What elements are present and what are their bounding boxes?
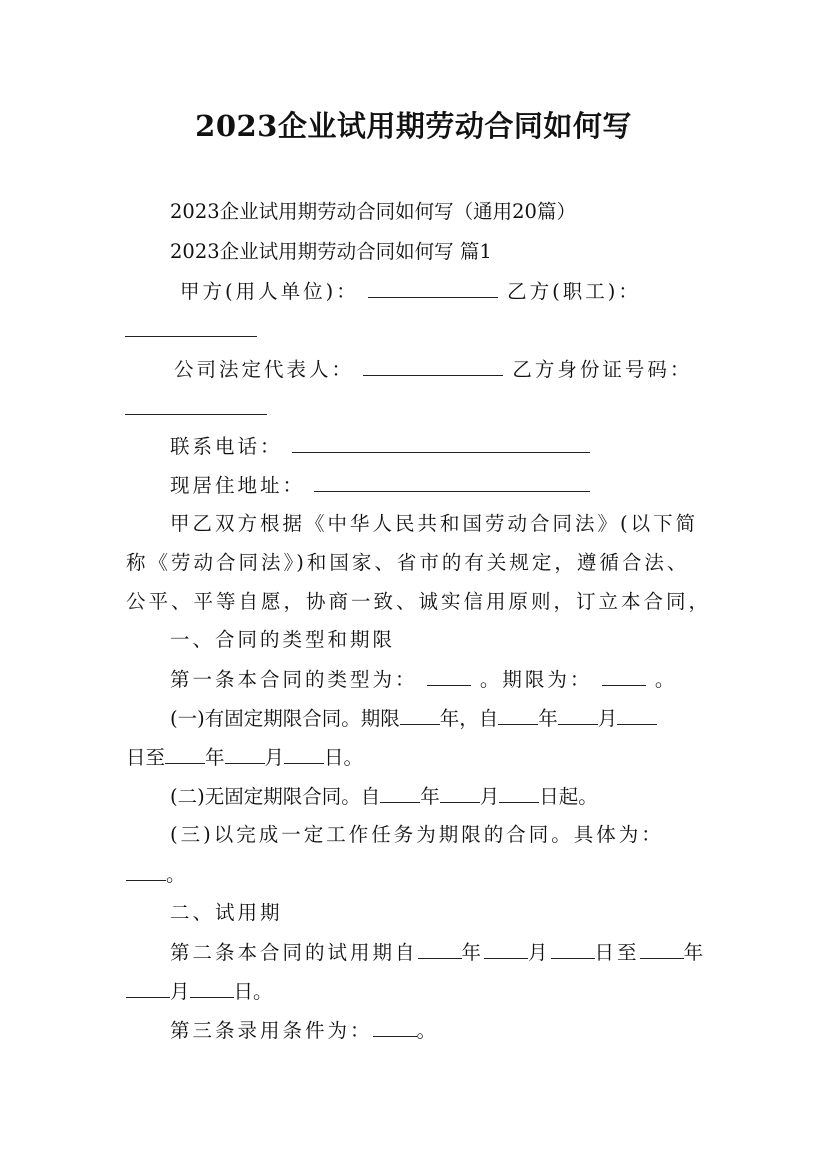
task-term-line: [170, 823, 664, 847]
contract-type-blank: [427, 667, 471, 686]
legal-rep-label: 公司法定代表人：: [174, 358, 355, 381]
period-mark: 。: [416, 1019, 440, 1042]
party-b-blank-line: [125, 318, 257, 343]
start-month-blank: [558, 706, 598, 725]
id-number-blank: [125, 396, 267, 415]
paragraph-text: 甲乙双方根据《中华人民共和国劳动合同法》(以下简: [170, 512, 699, 535]
period-mark: 。: [166, 863, 186, 886]
article-1-line: [170, 667, 677, 692]
article-2-line-2: [126, 979, 273, 1004]
party-a-blank: [368, 279, 498, 298]
article-2-label: 第二条本合同的试用期自: [170, 941, 418, 964]
party-b-blank: [125, 318, 257, 337]
text: 日。: [324, 746, 364, 769]
legal-rep-line: [174, 357, 692, 382]
end-month-blank: [225, 745, 265, 764]
subtitle-text: 2023企业试用期劳动合同如何写（通用20篇）: [170, 200, 576, 223]
text: 月: [528, 941, 551, 964]
article-1-term-label: 。期限为：: [479, 668, 593, 691]
text: 日至: [594, 941, 640, 964]
section-heading-line: [170, 240, 492, 264]
party-b-label: 乙方(职工)：: [507, 280, 641, 303]
text: 年: [538, 707, 558, 730]
text: 年: [420, 785, 440, 808]
open-month-blank: [440, 784, 480, 803]
open-term-label: (二)无固定期限合同。自: [170, 785, 381, 808]
text: 月: [479, 785, 500, 808]
text: 月: [264, 746, 285, 769]
section-heading-text: 2023企业试用期劳动合同如何写 篇1: [170, 240, 492, 263]
subtitle-line: [170, 200, 576, 224]
trial-start-day-blank: [551, 940, 595, 959]
id-number-blank-line: [125, 396, 267, 421]
fixed-term-line: [170, 706, 657, 731]
clause-heading-text: 一、合同的类型和期限: [170, 628, 396, 651]
open-year-blank: [380, 784, 420, 803]
article-1-type-label: 第一条本合同的类型为：: [170, 668, 418, 691]
phone-line: [170, 434, 590, 459]
hiring-conditions-blank: [373, 1018, 417, 1037]
fixed-term-label: (一)有固定期限合同。期限: [170, 707, 400, 730]
text: 日起。: [539, 785, 598, 808]
period-mark: 。: [654, 668, 678, 691]
trial-end-day-blank: [190, 979, 234, 998]
party-a-line: [180, 279, 641, 304]
open-term-line: [170, 784, 598, 809]
start-day-blank: [617, 706, 657, 725]
article-3-line: [170, 1018, 439, 1043]
address-blank: [314, 473, 590, 492]
text: 日至: [126, 746, 166, 769]
document-title: 2023企业试用期劳动合同如何写: [195, 109, 632, 143]
paragraph-line: [126, 590, 711, 614]
paragraph-text: 公平、平等自愿，协商一致、诚实信用原则，订立本合同，: [126, 590, 712, 613]
id-number-label: 乙方身份证号码：: [512, 358, 693, 381]
text: 日。: [233, 980, 273, 1003]
fixed-term-line-2: [126, 745, 363, 770]
task-term-label: (三)以完成一定工作任务为期限的合同。具体为：: [170, 823, 664, 846]
phone-blank: [292, 434, 590, 453]
party-a-label: 甲方(用人单位)：: [180, 280, 359, 303]
text: 年: [205, 746, 225, 769]
text: 年: [683, 941, 707, 964]
clause-heading-text: 二、试用期: [170, 901, 283, 924]
article-2-line: [170, 940, 706, 965]
trial-end-month-blank: [126, 979, 170, 998]
legal-rep-blank: [363, 357, 503, 376]
text: 年: [461, 941, 485, 964]
paragraph-line: [126, 551, 689, 575]
address-label: 现居住地址：: [170, 474, 306, 497]
paragraph-line: [170, 512, 698, 536]
address-line: [170, 473, 590, 498]
trial-end-year-blank: [640, 940, 684, 959]
article-3-label: 第三条录用条件为：: [170, 1019, 373, 1042]
text: 年，自: [439, 707, 499, 730]
task-term-blank: [126, 862, 166, 881]
years-blank: [400, 706, 440, 725]
phone-label: 联系电话：: [170, 435, 283, 458]
text: 月: [170, 980, 190, 1003]
end-day-blank: [284, 745, 324, 764]
trial-start-year-blank: [418, 940, 462, 959]
end-year-blank: [165, 745, 205, 764]
start-year-blank: [498, 706, 538, 725]
paragraph-text: 称《劳动合同法》)和国家、省市的有关规定，遵循合法、: [126, 551, 690, 574]
trial-start-month-blank: [484, 940, 528, 959]
contract-term-blank: [602, 667, 646, 686]
open-day-blank: [499, 784, 539, 803]
text: 月: [597, 707, 618, 730]
task-term-blank-line: [126, 862, 186, 887]
clause-heading: [170, 901, 283, 925]
clause-heading: [170, 628, 395, 652]
